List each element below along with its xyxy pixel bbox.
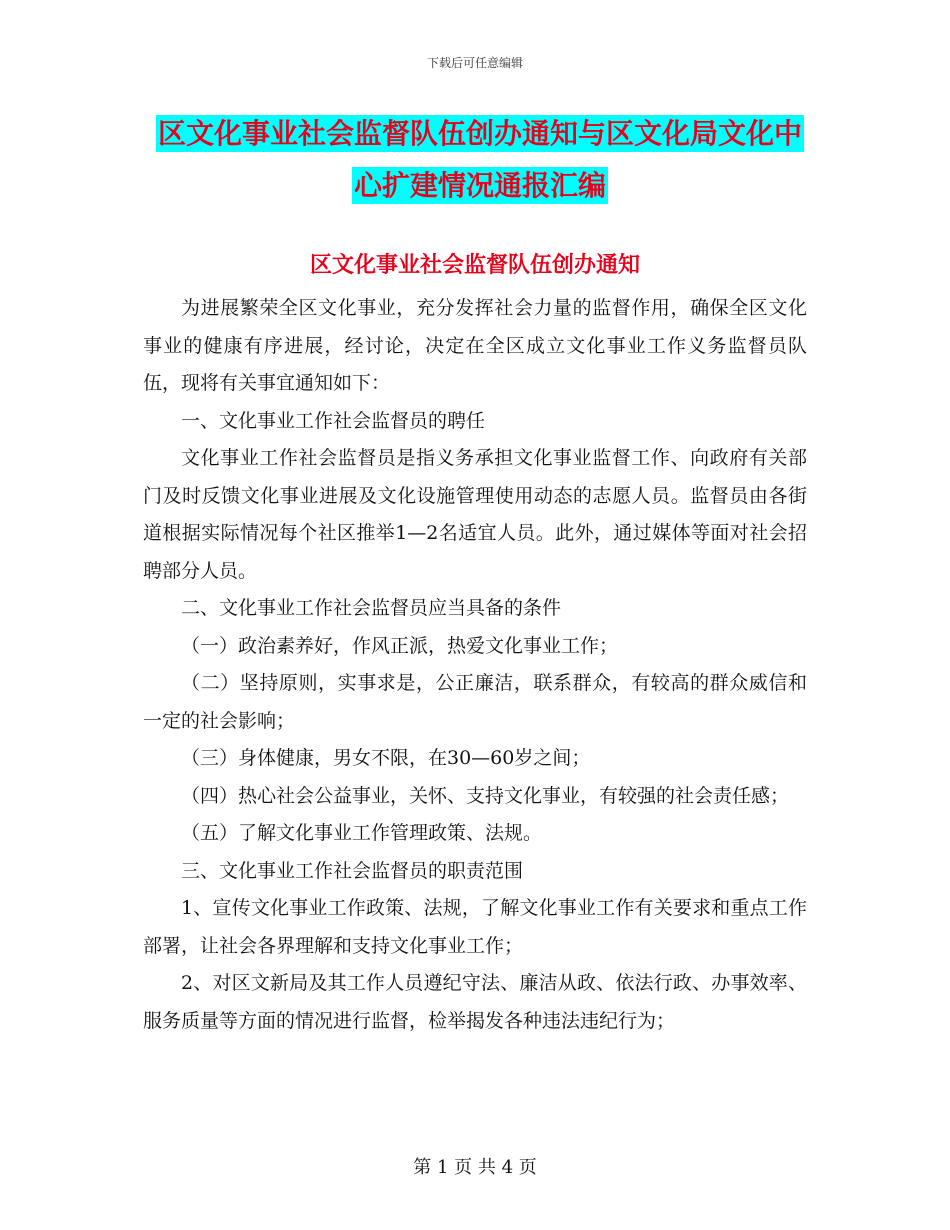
- section-title: 区文化事业社会监督队伍创办通知: [309, 252, 640, 278]
- paragraph: （一）政治素养好，作风正派，热爱文化事业工作；: [181, 634, 619, 657]
- paragraph: （四）热心社会公益事业，关怀、支持文化事业，有较强的社会责任感；: [181, 784, 790, 807]
- paragraph: 1、宣传文化事业工作政策、法规，了解文化事业工作有关要求和重点工作部署，让社会各界理解和支持文化事业工作；: [143, 897, 807, 957]
- paragraph: 文化事业工作社会监督员是指义务承担文化事业监督工作、向政府有关部门及时反馈文化事业进展及文化设施管理使用动态的志愿人员。监督员由各街道根据实际情况每个社区推举1—2名适宜人员。此外，通过媒体等面对社会招聘部分人员。: [143, 447, 807, 582]
- paragraph: 二、文化事业工作社会监督员应当具备的条件: [181, 597, 562, 619]
- paragraph: 为进展繁荣全区文化事业，充分发挥社会力量的监督作用，确保全区文化事业的健康有序进展，经讨论，决定在全区成立文化事业工作义务监督员队伍，现将有关事宜通知如下：: [143, 297, 807, 394]
- paragraph: 2、对区文新局及其工作人员遵纪守法、廉洁从政、依法行政、办事效率、服务质量等方面的情况进行监督，检举揭发各种违法违纪行为；: [143, 972, 807, 1032]
- paragraph: （五）了解文化事业工作管理政策、法规。: [181, 822, 543, 844]
- document-title: [130, 108, 830, 212]
- paragraph: 三、文化事业工作社会监督员的职责范围: [181, 859, 524, 882]
- paragraph: （三）身体健康，男女不限，在30—60岁之间；: [181, 747, 591, 769]
- body-text: [143, 290, 807, 1040]
- paragraph: 一、文化事业工作社会监督员的聘任: [181, 409, 486, 432]
- header-note: 下载后可任意编辑: [426, 56, 523, 70]
- title-line-1: 区文化事业社会监督队伍创办通知与区文化局文化中: [157, 117, 802, 150]
- paragraph: （二）坚持原则，实事求是，公正廉洁，联系群众，有较高的群众威信和一定的社会影响；: [143, 672, 807, 732]
- title-line-2: 心扩建情况通报汇编: [353, 169, 606, 202]
- page-footer: 第 1 页 共 4 页: [413, 1157, 537, 1178]
